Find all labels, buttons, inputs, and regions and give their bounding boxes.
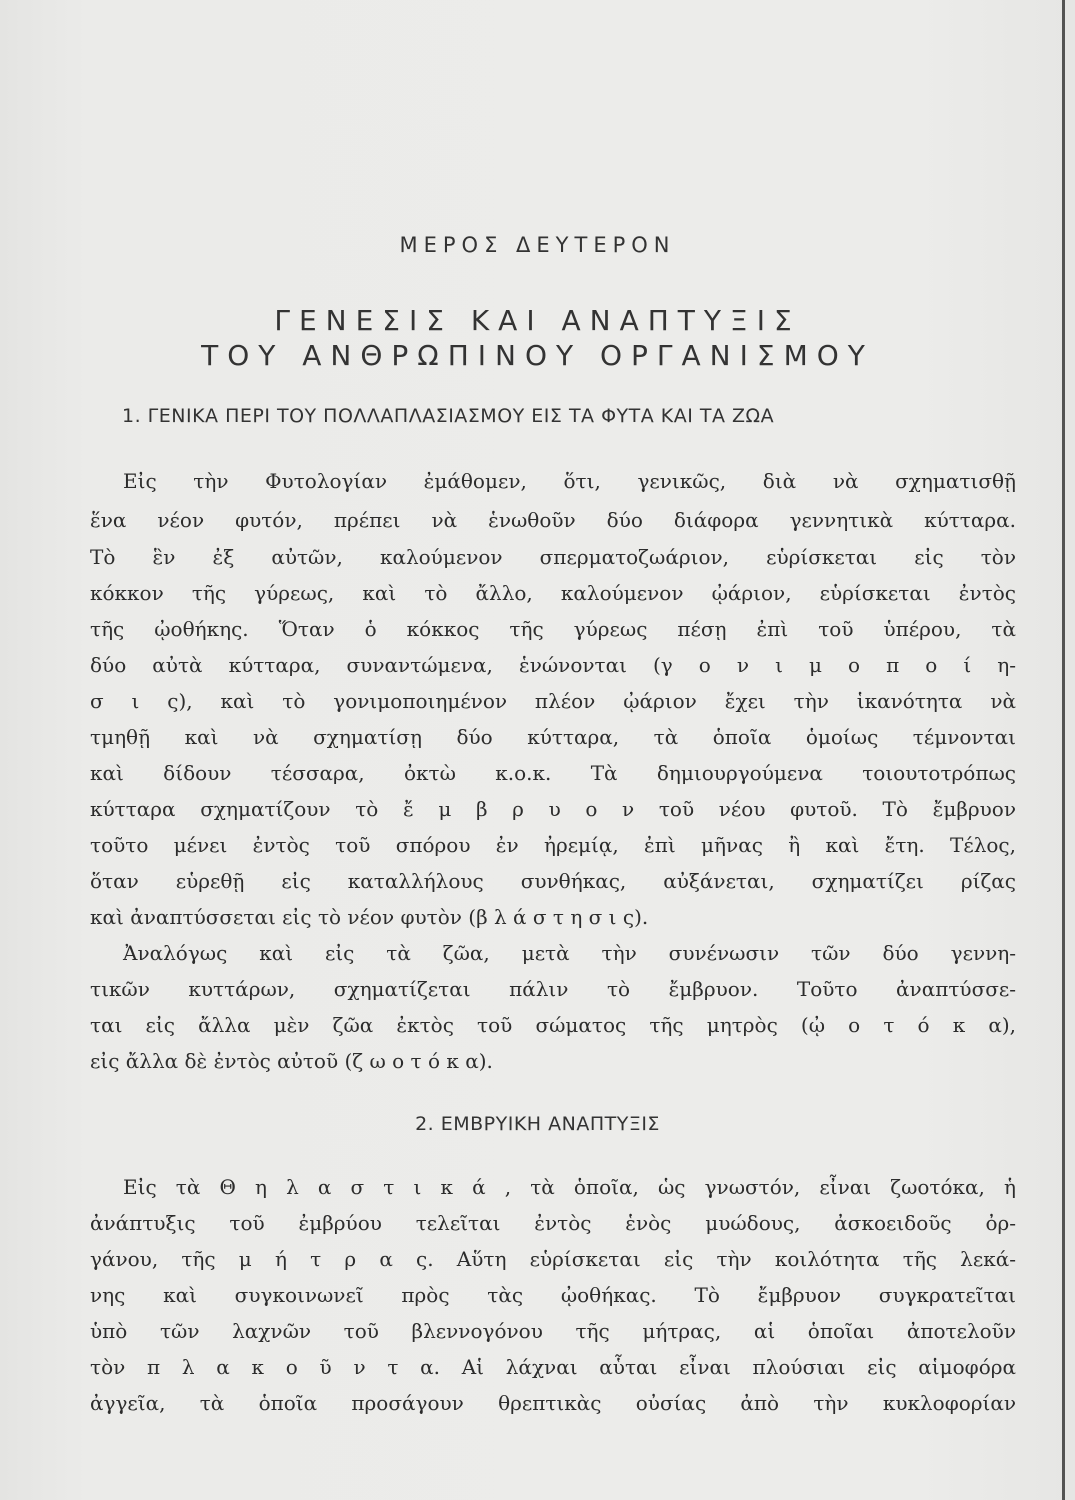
paragraph-line: ἀνάπτυξις τοῦ ἐμβρύου τελεῖται ἐντὸς ἑνὸς μυώδους, ἀσκοειδοῦς ὀρ- (90, 1211, 1016, 1235)
paragraph-line: ὑπὸ τῶν λαχνῶν τοῦ βλεννογόνου τῆς μήτρας, αἱ ὁποῖαι ἀποτελοῦν (90, 1319, 1016, 1343)
paragraph-line: ται εἰς ἄλλα μὲν ζῶα ἐκτὸς τοῦ σώματος τῆς μητρὸς (ᾠ ο τ ό κ α), (90, 1013, 1016, 1037)
page-edge-shadow (1062, 0, 1065, 1500)
paragraph-line: τοῦτο μένει ἐντὸς τοῦ σπόρου ἐν ἠρεμίᾳ, ἐπὶ μῆνας ἢ καὶ ἔτη. Τέλος, (90, 833, 1016, 857)
part-title: ΜΕΡΟΣ ΔΕΥΤΕΡΟΝ (399, 233, 676, 257)
paragraph-line: Εἰς τὴν Φυτολογίαν ἐμάθομεν, ὅτι, γενικῶς, διὰ νὰ σχηματισθῇ (123, 469, 1016, 493)
paragraph-line: Τὸ ἓν ἐξ αὐτῶν, καλούμενον σπερματοζωάριον, εὑρίσκεται εἰς τὸν (90, 545, 1016, 569)
paragraph-line: Ἀναλόγως καὶ εἰς τὰ ζῶα, μετὰ τὴν συνένωσιν τῶν δύο γεννη- (123, 941, 1016, 965)
paragraph-line: ἀγγεῖα, τὰ ὁποῖα προσάγουν θρεπτικὰς οὐσίας ἀπὸ τὴν κυκλοφορίαν (90, 1391, 1016, 1415)
paragraph-line: τμηθῇ καὶ νὰ σχηματίσῃ δύο κύτταρα, τὰ ὁποῖα ὁμοίως τέμνονται (90, 725, 1016, 749)
paragraph-line: τῆς ᾠοθήκης. Ὅταν ὁ κόκκος τῆς γύρεως πέσῃ ἐπὶ τοῦ ὑπέρου, τὰ (90, 617, 1016, 641)
paragraph-line: ἕνα νέον φυτόν, πρέπει νὰ ἑνωθοῦν δύο διάφορα γεννητικὰ κύτταρα. (90, 508, 1016, 532)
paragraph-line: νης καὶ συγκοινωνεῖ πρὸς τὰς ᾠοθήκας. Τὸ ἔμβρυον συγκρατεῖται (90, 1283, 1016, 1307)
paragraph-line: τὸν π λ α κ ο ῦ ν τ α. Αἱ λάχναι αὗται εἶναι πλούσιαι εἰς αἱμοφόρα (90, 1355, 1016, 1379)
paragraph-line: σ ι ς), καὶ τὸ γονιμοποιημένον πλέον ᾠάριον ἔχει τὴν ἱκανότητα νὰ (90, 689, 1016, 713)
paragraph-line: ὅταν εὑρεθῇ εἰς καταλλήλους συνθήκας, αὐξάνεται, σχηματίζει ρίζας (90, 869, 1016, 893)
paragraph-line: κύτταρα σχηματίζουν τὸ ἔ μ β ρ υ ο ν τοῦ νέου φυτοῦ. Τὸ ἔμβρυον (90, 797, 1016, 821)
paragraph-line: Εἰς τὰ Θ η λ α σ τ ι κ ά , τὰ ὁποῖα, ὡς γνωστόν, εἶναι ζωοτόκα, ἡ (123, 1175, 1016, 1199)
paragraph-line: κόκκον τῆς γύρεως, καὶ τὸ ἄλλο, καλούμενον ᾠάριον, εὑρίσκεται ἐντὸς (90, 581, 1016, 605)
paragraph-line: γάνου, τῆς μ ή τ ρ α ς. Αὕτη εὑρίσκεται εἰς τὴν κοιλότητα τῆς λεκά- (90, 1247, 1016, 1271)
main-title-line-2: ΤΟΥ ΑΝΘΡΩΠΙΝΟΥ ΟΡΓΑΝΙΣΜΟΥ (201, 339, 874, 372)
section-2-heading: 2. ΕΜΒΡΥΙΚΗ ΑΝΑΠΤΥΞΙΣ (415, 1113, 660, 1135)
paragraph-line: καὶ δίδουν τέσσαρα, ὀκτὼ κ.ο.κ. Τὰ δημιουργούμενα τοιουτοτρόπως (90, 761, 1016, 785)
paragraph-line: τικῶν κυττάρων, σχηματίζεται πάλιν τὸ ἔμβρυον. Τοῦτο ἀναπτύσσε- (90, 977, 1016, 1001)
paragraph-line: δύο αὐτὰ κύτταρα, συναντώμενα, ἑνώνονται (γ ο ν ι μ ο π ο ί η- (90, 653, 1016, 677)
section-1-heading: 1. ΓΕΝΙΚΑ ΠΕΡΙ ΤΟΥ ΠΟΛΛΑΠΛΑΣΙΑΣΜΟΥ ΕΙΣ ΤΑ ΦΥΤΑ ΚΑΙ ΤΑ ΖΩΑ (122, 405, 775, 427)
paragraph-line: καὶ ἀναπτύσσεται εἰς τὸ νέον φυτὸν (β λ ά σ τ η σ ι ς). (90, 905, 649, 929)
paragraph-line: εἰς ἄλλα δὲ ἐντὸς αὐτοῦ (ζ ω ο τ ό κ α). (90, 1049, 493, 1073)
main-title-line-1: ΓΕΝΕΣΙΣ ΚΑΙ ΑΝΑΠΤΥΞΙΣ (274, 304, 801, 337)
